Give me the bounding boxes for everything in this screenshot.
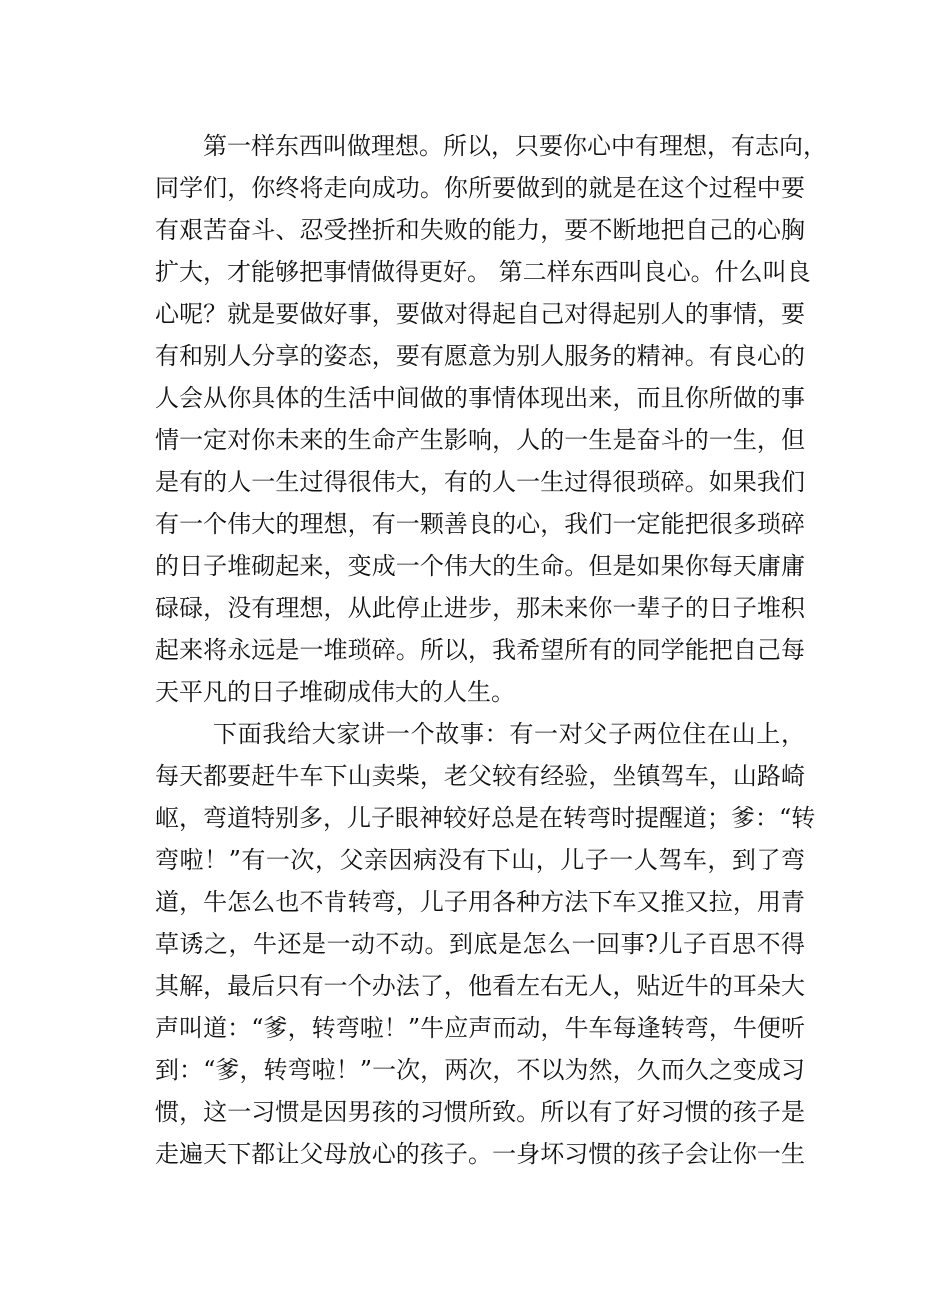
text-line: 道，牛怎么也不肯转弯，儿子用各种方法下车又推又拉，用青 bbox=[155, 888, 805, 916]
text-line: 碌碌，没有理想，从此停止进步，那未来你一辈子的日子堆积 bbox=[155, 594, 805, 622]
paragraph-ideals-and-conscience bbox=[155, 125, 827, 713]
text-line: 同学们，你终将走向成功。你所要做到的就是在这个过程中要 bbox=[155, 174, 805, 202]
text-line: 惯，这一习惯是因男孩的习惯所致。所以有了好习惯的孩子是 bbox=[155, 1098, 805, 1126]
text-line: 弯啦！”有一次，父亲因病没有下山，儿子一人驾车，到了弯 bbox=[155, 846, 805, 874]
text-line: 有艰苦奋斗、忍受挫折和失败的能力，要不断地把自己的心胸 bbox=[155, 216, 805, 244]
text-line: 草诱之，牛还是一动不动。到底是怎么一回事?儿子百思不得 bbox=[155, 930, 805, 958]
text-line: 人会从你具体的生活中间做的事情体现出来，而且你所做的事 bbox=[155, 384, 805, 412]
text-line: 岖，弯道特别多，儿子眼神较好总是在转弯时提醒道；爹：“转 bbox=[155, 804, 816, 832]
text-line: 心呢？就是要做好事，要做对得起自己对得起别人的事情，要 bbox=[155, 300, 805, 328]
paragraph-ox-cart-story bbox=[155, 713, 816, 1175]
text-line: 是有的人一生过得很伟大，有的人一生过得很琐碎。如果我们 bbox=[155, 468, 805, 496]
text-line: 声叫道：“爹，转弯啦！”牛应声而动，牛车每逢转弯，牛便听 bbox=[155, 1014, 805, 1042]
text-line: 有一个伟大的理想，有一颗善良的心，我们一定能把很多琐碎 bbox=[155, 510, 805, 538]
text-line: 起来将永远是一堆琐碎。所以，我希望所有的同学能把自己每 bbox=[155, 636, 805, 664]
text-line: 走遍天下都让父母放心的孩子。一身坏习惯的孩子会让你一生 bbox=[155, 1140, 805, 1168]
text-line: 到：“爹，转弯啦！”一次，两次，不以为然，久而久之变成习 bbox=[155, 1056, 805, 1084]
text-line: 下面我给大家讲一个故事：有一对父子两位住在山上， bbox=[213, 720, 805, 748]
text-line: 扩大，才能够把事情做得更好。 第二样东西叫良心。什么叫良 bbox=[155, 258, 811, 286]
text-line: 情一定对你未来的生命产生影响，人的一生是奋斗的一生，但 bbox=[155, 426, 805, 454]
text-line: 每天都要赶牛车下山卖柴，老父较有经验，坐镇驾车，山路崎 bbox=[155, 762, 805, 790]
text-line: 其解，最后只有一个办法了，他看左右无人，贴近牛的耳朵大 bbox=[155, 972, 805, 1000]
text-line: 有和别人分享的姿态，要有愿意为别人服务的精神。有良心的 bbox=[155, 342, 805, 370]
text-line: 天平凡的日子堆砌成伟大的人生。 bbox=[155, 678, 515, 706]
text-line: 第一样东西叫做理想。所以，只要你心中有理想，有志向， bbox=[203, 132, 827, 160]
body-text bbox=[155, 125, 827, 1175]
text-line: 的日子堆砌起来，变成一个伟大的生命。但是如果你每天庸庸 bbox=[155, 552, 805, 580]
